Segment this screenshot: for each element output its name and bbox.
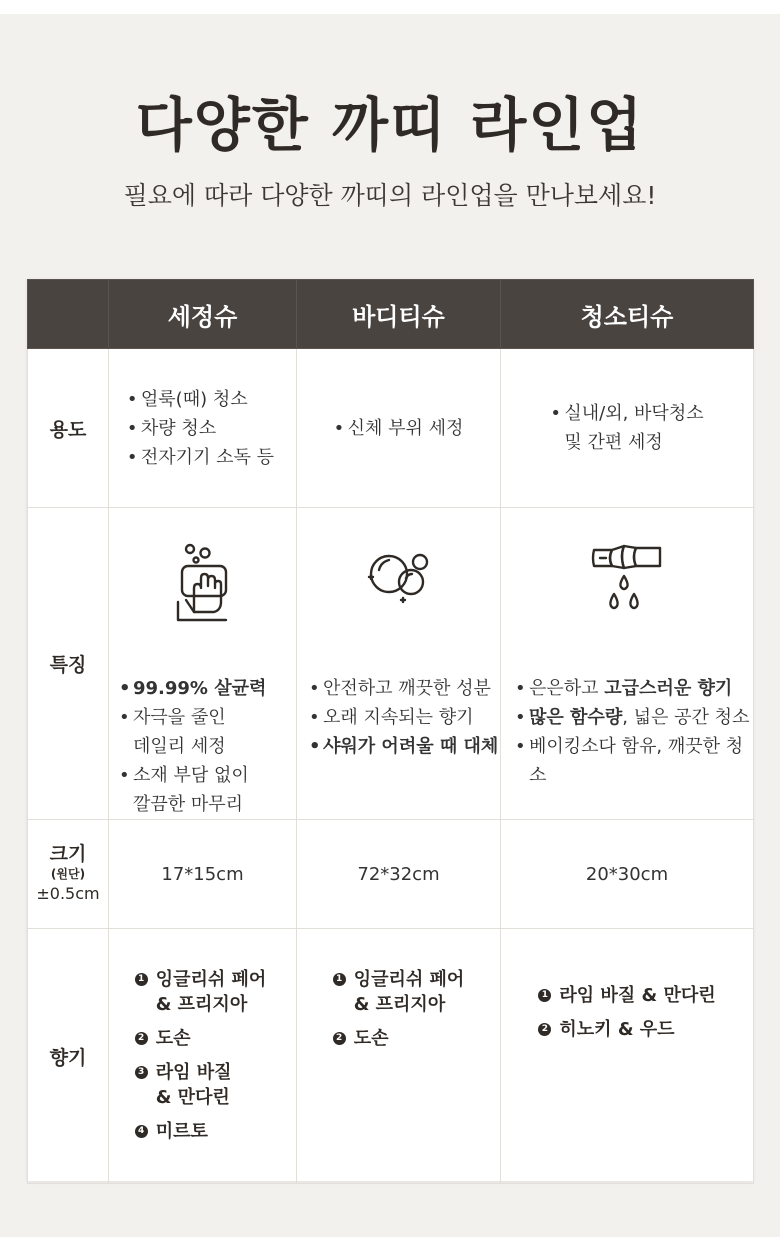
feature-cell-cleaning xyxy=(501,508,754,820)
number-badge: 2 xyxy=(333,1032,346,1045)
scent-line: & 만다린 xyxy=(155,1087,230,1108)
scent-line: & 프리지아 xyxy=(353,994,446,1015)
scent-cell-cleaning xyxy=(501,929,754,1184)
page-subtitle: 필요에 따라 다양한 까띠의 라인업을 만나보세요! xyxy=(123,181,657,210)
page-title: 다양한 까띠 라인업 xyxy=(135,91,645,159)
list-item xyxy=(515,703,753,732)
list-item-plain: , 넓은 공간 청소 xyxy=(622,707,750,728)
list-item: • 차량 청소 xyxy=(127,414,274,443)
scent-line: 잉글리쉬 페어 xyxy=(353,969,465,990)
size-label-main: 크기 xyxy=(49,843,87,865)
list-item-line: 깔끔한 마무리 xyxy=(133,794,244,815)
list-item: • 얼룩(때) 청소 xyxy=(127,385,274,414)
row-label-size xyxy=(28,820,109,929)
list-item xyxy=(333,1026,465,1051)
header-corner xyxy=(28,280,109,349)
scent-line: 도손 xyxy=(353,1028,389,1049)
number-badge: 3 xyxy=(135,1066,148,1079)
number-badge: 2 xyxy=(135,1032,148,1045)
list-item xyxy=(135,1060,267,1110)
header-cleaning-tissue: 청소티슈 xyxy=(501,280,754,349)
list-item xyxy=(119,761,296,819)
list-item: • 신체 부위 세정 xyxy=(334,414,464,443)
size-cell-cleansing: 17*15cm xyxy=(109,820,297,929)
list-item: • 99.99% 살균력 xyxy=(119,674,296,703)
row-label-feature: 특징 xyxy=(28,508,109,820)
number-badge: 2 xyxy=(538,1023,551,1036)
size-cell-cleaning: 20*30cm xyxy=(501,820,754,929)
list-item: • 샤워가 어려울 때 대체 xyxy=(309,732,500,761)
list-item xyxy=(515,674,753,703)
feature-cell-cleansing xyxy=(109,508,297,820)
list-item xyxy=(135,1119,267,1144)
list-item-bold: 많은 함수량 xyxy=(529,707,623,728)
table-header-row xyxy=(28,280,754,349)
number-badge: 1 xyxy=(135,973,148,986)
header-cleansing: 세정슈 xyxy=(109,280,297,349)
list-item xyxy=(119,703,296,761)
scent-line: 히노키 & 우드 xyxy=(559,1019,675,1040)
list-item-bold: 고급스러운 향기 xyxy=(604,678,733,699)
top-band xyxy=(0,0,780,14)
use-cell-body xyxy=(297,349,501,508)
feature-cell-body xyxy=(297,508,501,820)
row-label-scent: 향기 xyxy=(28,929,109,1184)
table-row-size xyxy=(28,820,754,929)
list-item xyxy=(333,967,465,1017)
list-item-plain: 은은하고 xyxy=(529,678,605,699)
list-item xyxy=(135,967,267,1017)
scent-cell-cleansing xyxy=(109,929,297,1184)
hand-cleaning-icon xyxy=(109,542,296,626)
scent-line: 잉글리쉬 페어 xyxy=(155,969,267,990)
use-cell-cleansing xyxy=(109,349,297,508)
table-row-feature xyxy=(28,508,754,820)
list-item: • 안전하고 깨끗한 성분 xyxy=(309,674,500,703)
scent-line: 라임 바질 xyxy=(155,1062,232,1083)
list-item xyxy=(550,399,703,457)
list-item-line: 및 간편 세정 xyxy=(564,432,663,453)
list-item-line: 데일리 세정 xyxy=(133,736,226,757)
scent-cell-body xyxy=(297,929,501,1184)
number-badge: 1 xyxy=(538,989,551,1002)
list-item-line: 소재 부담 없이 xyxy=(133,765,249,786)
list-item: • 오래 지속되는 향기 xyxy=(309,703,500,732)
size-label-sub: (원단) xyxy=(50,867,86,881)
list-item-line: 자극을 줄인 xyxy=(133,707,226,728)
use-cell-cleaning xyxy=(501,349,754,508)
list-item xyxy=(135,1026,267,1051)
table-row-scent xyxy=(28,929,754,1184)
list-item-line: 실내/외, 바닥청소 xyxy=(564,403,704,424)
wet-wipe-drops-icon xyxy=(501,542,753,626)
header-body-tissue: 바디티슈 xyxy=(297,280,501,349)
scent-line: 도손 xyxy=(155,1028,191,1049)
lineup-comparison-table xyxy=(27,279,753,1181)
bubbles-icon xyxy=(297,542,500,626)
scent-line: & 프리지아 xyxy=(155,994,248,1015)
size-label-tolerance: ±0.5cm xyxy=(36,884,100,903)
size-cell-body: 72*32cm xyxy=(297,820,501,929)
table-row-use xyxy=(28,349,754,508)
row-label-use: 용도 xyxy=(28,349,109,508)
list-item: • 전자기기 소독 등 xyxy=(127,443,274,472)
scent-line: 미르토 xyxy=(155,1121,208,1142)
list-item: • 베이킹소다 함유, 깨끗한 청소 xyxy=(515,732,753,790)
scent-line: 라임 바질 & 만다린 xyxy=(559,985,716,1006)
list-item xyxy=(538,983,715,1008)
number-badge: 4 xyxy=(135,1125,148,1138)
number-badge: 1 xyxy=(333,973,346,986)
list-item xyxy=(538,1017,715,1042)
